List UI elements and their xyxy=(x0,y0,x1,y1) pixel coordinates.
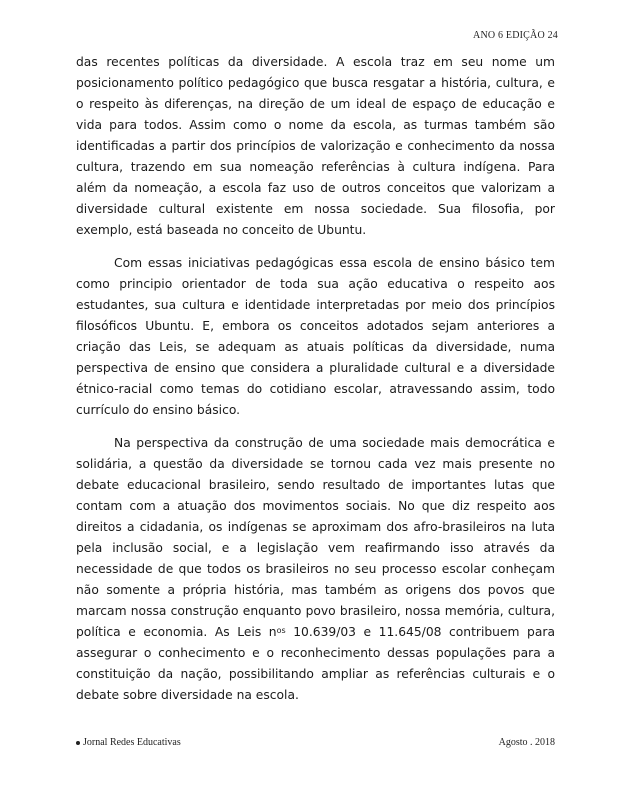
paragraph-2: Com essas iniciativas pedagógicas essa escola de ensino básico tem como principio orientador de toda sua ação educativa o respeito aos estudantes, sua cultura e identidade interpretadas por meio dos princípios filosóficos Ubuntu. E, embora os conceitos adotados sejam anteriores a criação das Leis, se adequam as atuais políticas da diversidade, numa perspectiva de ensino que considera a pluralidade cultural e a diversidade étnico-racial como temas do cotidiano escolar, atravessando assim, todo currículo do ensino básico. xyxy=(76,256,555,417)
publication-name: Jornal Redes Educativas xyxy=(83,737,181,748)
page-footer xyxy=(76,737,555,748)
paragraph-3-text-end: 10.639/03 e 11.645/08 contribuem para assegurar o conhecimento e o reconhecimento dessas populações para a constituição da nação, possibilitando ampliar as referências culturais e o debate sobre diversidade na escola. xyxy=(76,625,555,702)
plural-superscript: os xyxy=(276,626,286,635)
paragraph-3 xyxy=(76,433,555,706)
footer-date: Agosto . 2018 xyxy=(498,737,555,748)
bullet-icon xyxy=(76,741,80,745)
paragraph-3-text-start: Na perspectiva da construção de uma sociedade mais democrática e solidária, a questão da diversidade se tornou cada vez mais presente no debate educacional brasileiro, sendo resultado de importantes lutas que contam com a atuação dos movimentos sociais. No que diz respeito aos direitos a cidadania, os indígenas se aproximam dos afro-brasileiros na luta pela inclusão social, e a legislação vem reafirmando isso através da necessidade de que todos os brasileiros no seu processo escolar conheçam não somente a própria história, mas também as origens dos povos que marcam nossa construção enquanto povo brasileiro, nossa memória, cultura, política e economia. As Leis n xyxy=(76,436,555,639)
issue-header: ANO 6 EDIÇÃO 24 xyxy=(473,30,558,41)
footer-publication xyxy=(76,737,181,748)
paragraph-1: das recentes políticas da diversidade. A escola traz em seu nome um posicionamento político pedagógico que busca resgatar a história, cultura, e o respeito às diferenças, na direção de um ideal de espaço de educação e vida para todos. Assim como o nome da escola, as turmas também são identificadas a partir dos princípios de valorização e conhecimento da nossa cultura, trazendo em sua nomeação referências à cultura indígena. Para além da nomeação, a escola faz uso de outros conceitos que valorizam a diversidade cultural existente em nossa sociedade. Sua filosofia, por exemplo, está baseada no conceito de Ubuntu. xyxy=(76,55,555,237)
article-body xyxy=(76,52,555,706)
